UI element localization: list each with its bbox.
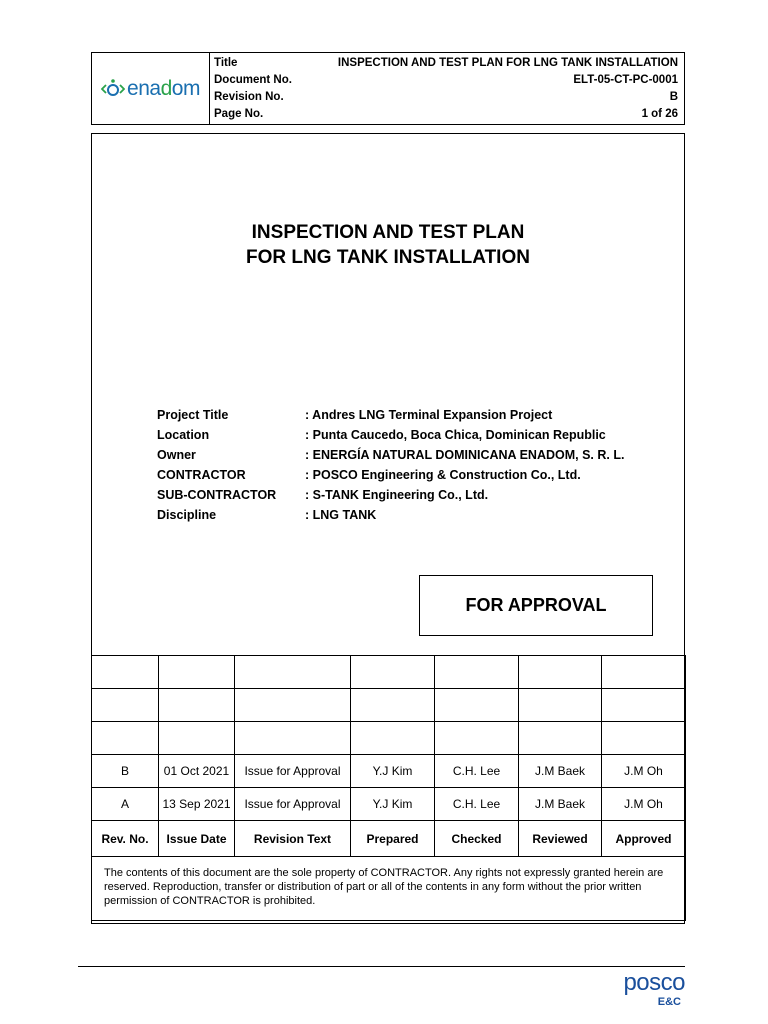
info-row-contractor [157,465,624,485]
revision-cell [235,656,351,689]
header-row-title [214,55,678,72]
info-row-owner [157,445,624,465]
title-line-2: FOR LNG TANK INSTALLATION [246,247,530,268]
approval-stamp: FOR APPROVAL [419,575,653,636]
revision-cell [519,656,602,689]
revision-cell: 13 Sep 2021 [159,788,235,821]
info-label: Location [157,428,210,442]
header-info [210,53,684,124]
info-value: : Punta Caucedo, Boca Chica, Dominican Republic [305,428,606,442]
revision-cell: J.M Baek [519,755,602,788]
enadom-mark-icon [101,78,125,100]
revision-cell: Issue for Approval [235,788,351,821]
header-value: B [669,91,678,103]
info-value: : S-TANK Engineering Co., Ltd. [305,488,489,502]
info-label: Owner [157,448,196,462]
revision-table [91,655,686,921]
revision-cell: C.H. Lee [435,788,519,821]
revision-cell: J.M Oh [602,788,686,821]
revision-cell [602,722,686,755]
notice-row [92,857,686,921]
revision-cell: 01 Oct 2021 [159,755,235,788]
revision-cell: Y.J Kim [351,755,435,788]
cover-sheet [91,133,685,924]
revision-column-header: Revision Text [235,821,351,857]
revision-header-row [92,821,686,857]
revision-cell [235,722,351,755]
header-value: INSPECTION AND TEST PLAN FOR LNG TANK INSTALLATION [337,57,678,69]
info-row-project-title [157,405,624,425]
revision-cell: C.H. Lee [435,755,519,788]
document-header [91,52,685,125]
revision-column-header: Rev. No. [92,821,159,857]
posco-wordmark: posco [623,969,685,996]
revision-cell [351,722,435,755]
revision-column-header: Prepared [351,821,435,857]
confidentiality-notice: The contents of this document are the sole property of CONTRACTOR. Any rights not expressly granted herein are reserved. Reproduction, transfer or distribution of part or all of the contents in any form without the prior written permission of CONTRACTOR is prohibited. [92,857,686,921]
header-label: Document No. [214,74,292,86]
posco-logo [601,970,685,1009]
revision-cell [92,689,159,722]
revision-row [92,722,686,755]
revision-column-header: Reviewed [519,821,602,857]
info-label: Discipline [157,508,217,522]
info-value: : ENERGÍA NATURAL DOMINICANA ENADOM, S. R. L. [305,448,625,462]
logo-cell [92,53,210,124]
revision-cell: J.M Oh [602,755,686,788]
revision-cell [519,689,602,722]
info-label: SUB-CONTRACTOR [157,488,277,502]
enadom-wordmark: enadom [127,76,200,100]
revision-cell [519,722,602,755]
revision-cell: Y.J Kim [351,788,435,821]
revision-cell [92,722,159,755]
revision-cell [435,656,519,689]
enadom-logo [101,77,200,101]
info-value: : Andres LNG Terminal Expansion Project [305,408,553,422]
revision-cell [92,656,159,689]
revision-cell: Issue for Approval [235,755,351,788]
revision-cell [351,656,435,689]
header-row-page-no [214,106,678,123]
revision-column-header: Issue Date [159,821,235,857]
revision-cell: J.M Baek [519,788,602,821]
info-row-location [157,425,624,445]
info-row-sub-contractor [157,485,624,505]
revision-cell [351,689,435,722]
revision-cell: B [92,755,159,788]
info-label: CONTRACTOR [157,468,246,482]
info-value: : LNG TANK [305,508,377,522]
revision-row [92,788,686,821]
header-value: 1 of 26 [641,108,678,120]
info-row-discipline [157,505,624,525]
revision-cell: A [92,788,159,821]
revision-cell [602,689,686,722]
project-info [157,405,624,525]
header-row-revision-no [214,89,678,106]
revision-cell [235,689,351,722]
revision-cell [435,722,519,755]
document-title [92,220,684,270]
revision-column-header: Approved [602,821,686,857]
header-label: Revision No. [214,91,284,103]
info-label: Project Title [157,408,229,422]
revision-cell [435,689,519,722]
posco-subtitle: E&C [657,996,681,1008]
info-value: : POSCO Engineering & Construction Co., Ltd. [305,468,581,482]
revision-column-header: Checked [435,821,519,857]
revision-row [92,689,686,722]
revision-cell [602,656,686,689]
header-label: Page No. [214,108,264,120]
footer-divider [78,966,685,967]
title-line-1: INSPECTION AND TEST PLAN [251,222,525,243]
revision-cell [159,656,235,689]
header-row-document-no [214,72,678,89]
revision-cell [159,689,235,722]
revision-row [92,755,686,788]
header-value: ELT-05-CT-PC-0001 [573,74,678,86]
revision-cell [159,722,235,755]
revision-row [92,656,686,689]
header-label: Title [214,57,238,69]
